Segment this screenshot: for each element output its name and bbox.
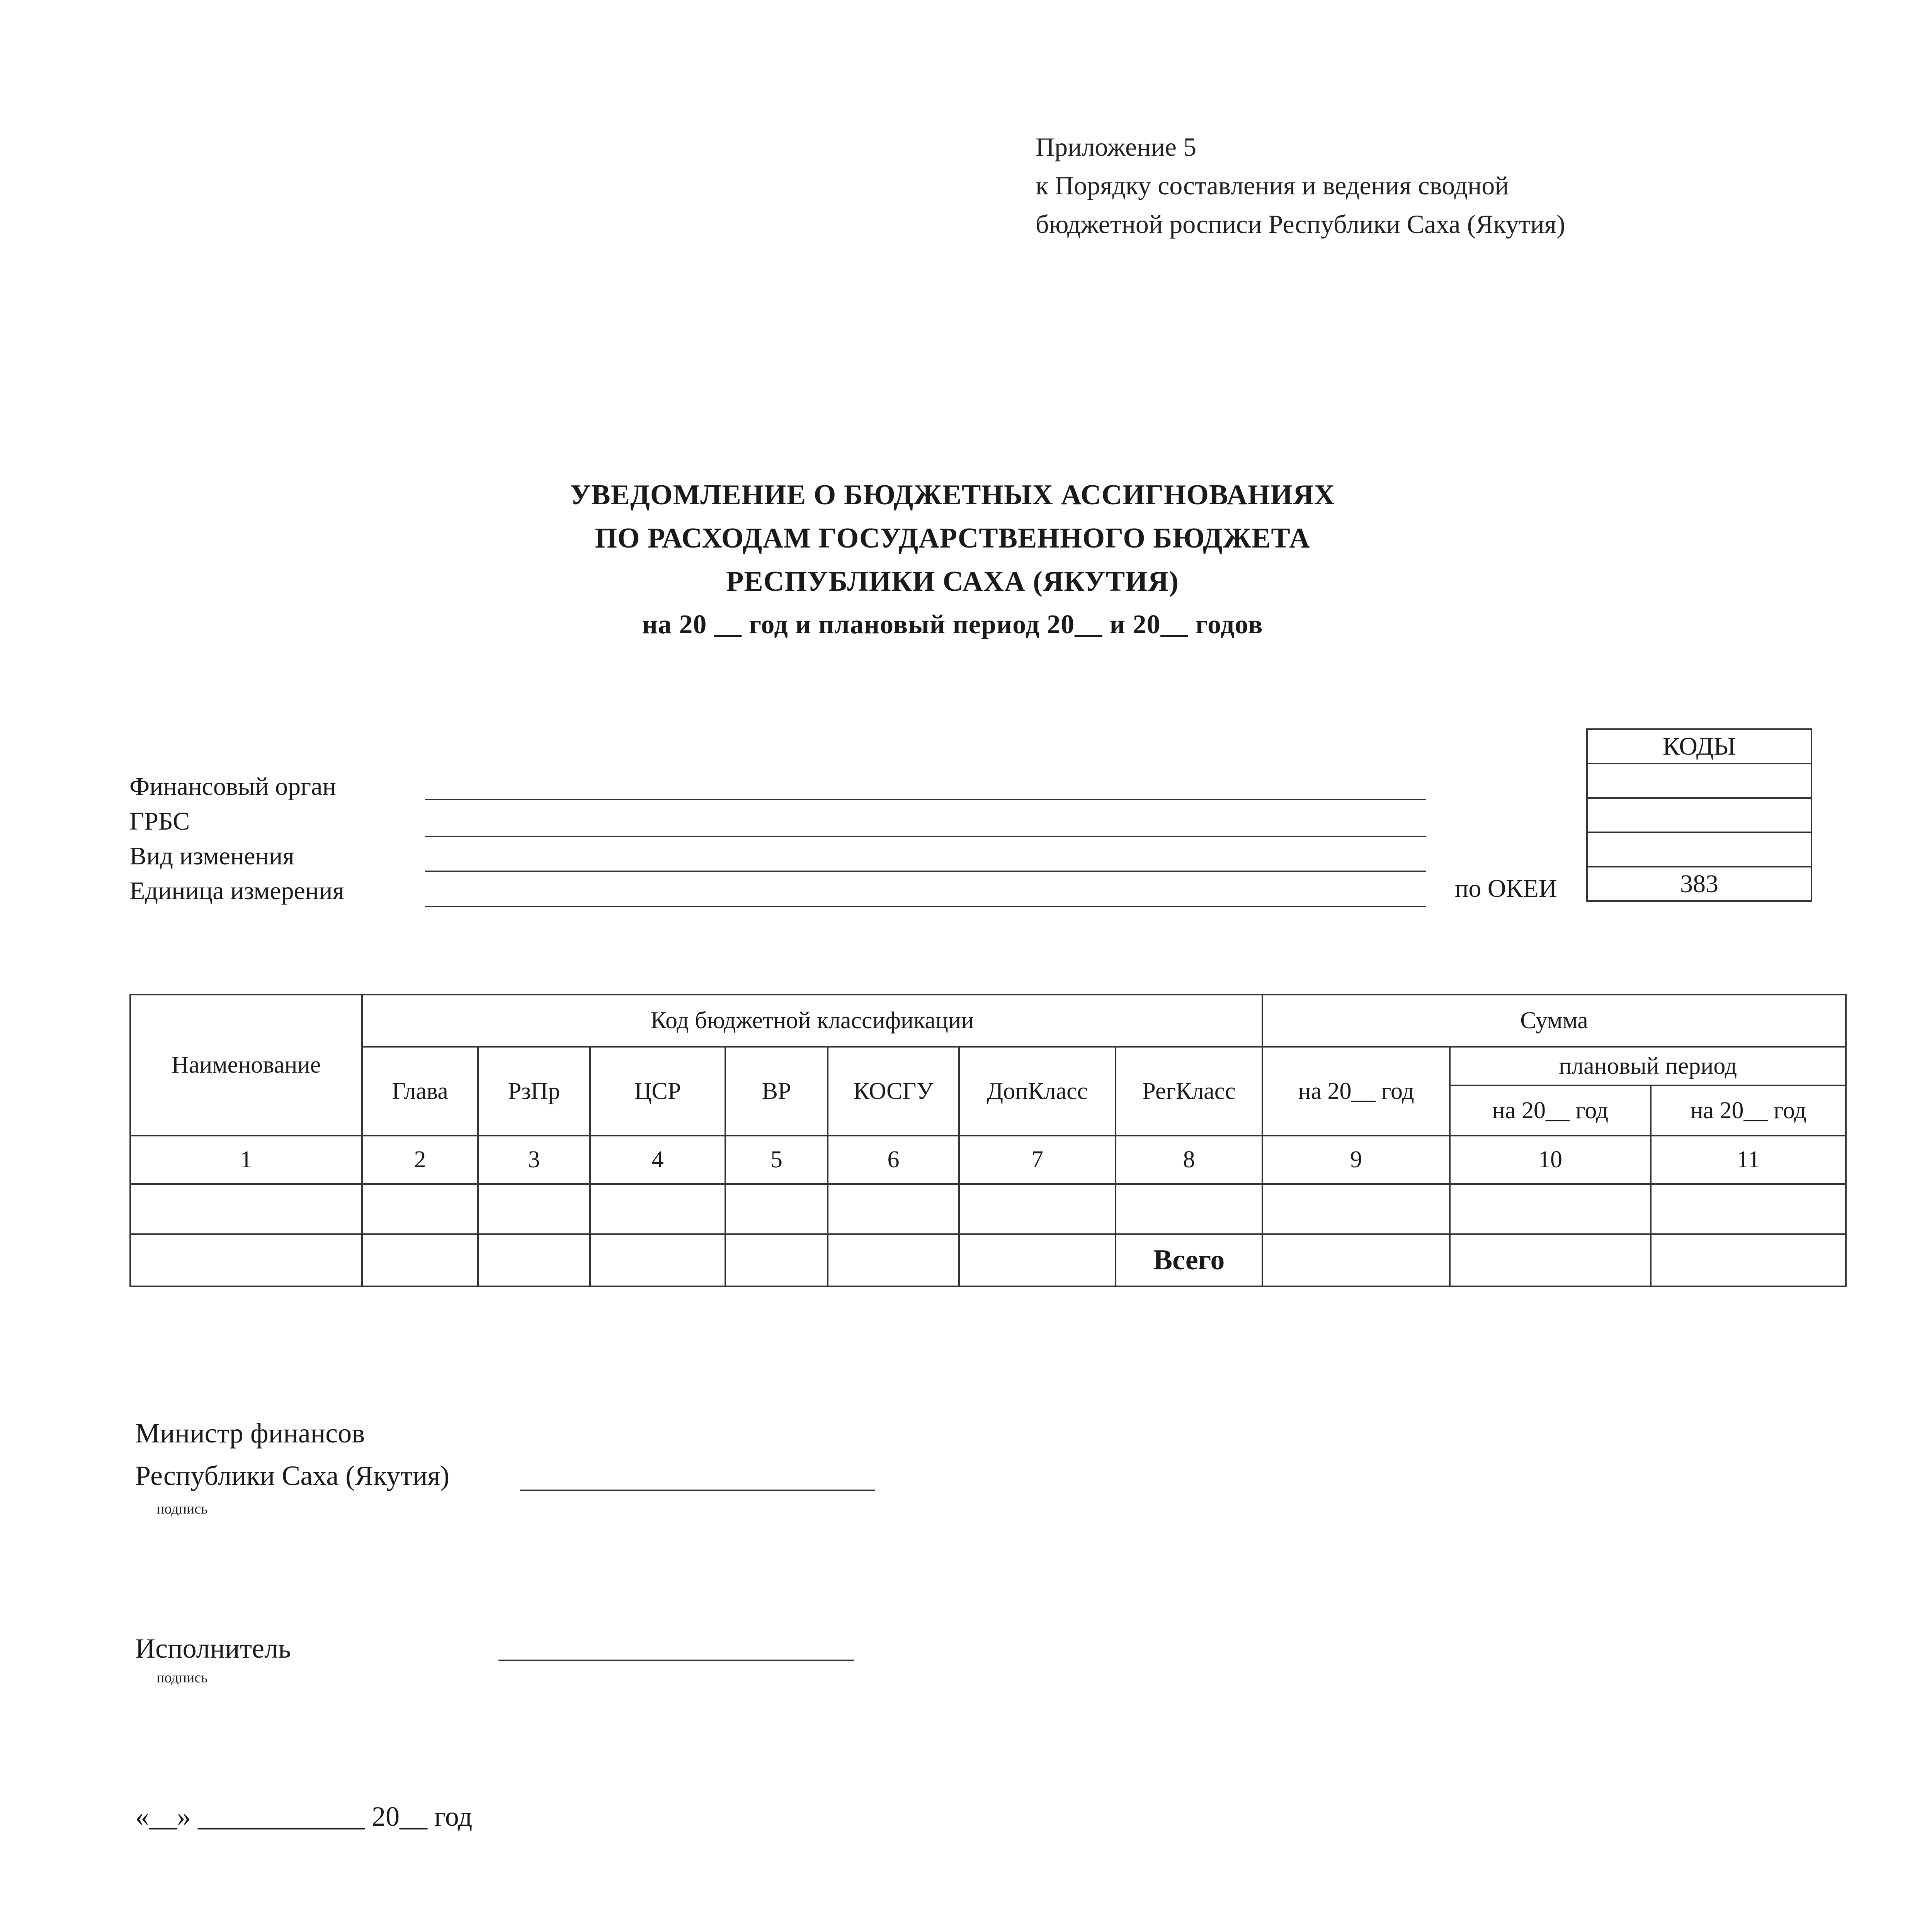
cell	[828, 1184, 959, 1234]
col-num-6: 6	[828, 1136, 959, 1184]
unit-line	[425, 906, 1426, 907]
grbs-line	[425, 836, 1426, 837]
total-year	[1262, 1234, 1450, 1286]
code-okei: 383	[1587, 867, 1811, 901]
column-numbers-row	[130, 1136, 1846, 1184]
code-change-type	[1587, 832, 1811, 867]
cell	[362, 1184, 478, 1234]
cell	[959, 1234, 1116, 1286]
header-name: Наименование	[130, 995, 362, 1136]
code-financial-body	[1587, 764, 1811, 798]
header-planned-year-1: на 20__ год	[1450, 1085, 1651, 1136]
total-planned-1	[1450, 1234, 1651, 1286]
header-classification: Код бюджетной классификации	[362, 995, 1262, 1047]
cell	[725, 1184, 828, 1234]
col-num-9: 9	[1262, 1136, 1450, 1184]
header-vr: ВР	[725, 1047, 828, 1136]
appendix-line-3: бюджетной росписи Республики Саха (Якутия)	[1036, 209, 1565, 239]
total-label: Всего	[1116, 1234, 1262, 1286]
codes-table	[1586, 728, 1812, 902]
cell	[1262, 1184, 1450, 1234]
cell	[590, 1234, 725, 1286]
cell	[959, 1184, 1116, 1234]
col-num-2: 2	[362, 1136, 478, 1184]
title-period: на 20 __ год и плановый период 20__ и 20__ годов	[642, 610, 1263, 639]
header-planned-year-2: на 20__ год	[1651, 1085, 1846, 1136]
minister-signature-line	[520, 1490, 875, 1491]
table-row	[130, 1184, 1846, 1234]
header-csr: ЦСР	[590, 1047, 725, 1136]
title-line-1: УВЕДОМЛЕНИЕ О БЮДЖЕТНЫХ АССИГНОВАНИЯХ	[570, 479, 1335, 511]
appendix-line-2: к Порядку составления и ведения сводной	[1036, 171, 1509, 200]
cell	[1450, 1184, 1651, 1234]
cell	[362, 1234, 478, 1286]
okei-label: по ОКЕИ	[1455, 874, 1557, 903]
col-num-5: 5	[725, 1136, 828, 1184]
col-num-11: 11	[1651, 1136, 1846, 1184]
header-glava: Глава	[362, 1047, 478, 1136]
executor-label: Исполнитель	[135, 1633, 291, 1664]
col-num-4: 4	[590, 1136, 725, 1184]
document-title	[0, 473, 1905, 646]
code-grbs	[1587, 798, 1811, 832]
header-year: на 20__ год	[1262, 1047, 1450, 1136]
financial-body-label: Финансовый орган	[129, 772, 336, 801]
change-type-label: Вид изменения	[129, 842, 294, 870]
cell	[725, 1234, 828, 1286]
grbs-label: ГРБС	[129, 807, 190, 835]
col-num-3: 3	[478, 1136, 590, 1184]
header-dopklass: ДопКласс	[959, 1047, 1116, 1136]
allocations-table	[129, 994, 1847, 1287]
executor-signature-caption: подпись	[156, 1670, 208, 1686]
cell	[590, 1184, 725, 1234]
header-sum: Сумма	[1262, 995, 1846, 1047]
cell	[478, 1184, 590, 1234]
minister-title-2: Республики Саха (Якутия)	[135, 1460, 450, 1491]
cell	[1116, 1184, 1262, 1234]
financial-body-line	[425, 799, 1426, 800]
change-type-line	[425, 871, 1426, 872]
header-regklass: РегКласс	[1116, 1047, 1262, 1136]
appendix-note	[1036, 128, 1565, 243]
cell	[478, 1234, 590, 1286]
col-num-8: 8	[1116, 1136, 1262, 1184]
date-line: «__» ____________ 20__ год	[135, 1801, 473, 1832]
col-num-7: 7	[959, 1136, 1116, 1184]
executor-signature-line	[498, 1660, 854, 1661]
col-num-10: 10	[1450, 1136, 1651, 1184]
header-planned-period: плановый период	[1450, 1047, 1846, 1085]
cell	[1651, 1184, 1846, 1234]
title-line-3: РЕСПУБЛИКИ САХА (ЯКУТИЯ)	[726, 566, 1179, 597]
cell	[828, 1234, 959, 1286]
cell	[130, 1184, 362, 1234]
header-kosgu: КОСГУ	[828, 1047, 959, 1136]
unit-label: Единица измерения	[129, 877, 344, 905]
col-num-1: 1	[130, 1136, 362, 1184]
minister-signature-caption: подпись	[156, 1501, 208, 1517]
cell	[130, 1234, 362, 1286]
appendix-line-1: Приложение 5	[1036, 132, 1196, 162]
title-line-2: ПО РАСХОДАМ ГОСУДАРСТВЕННОГО БЮДЖЕТА	[595, 522, 1310, 554]
header-rzpr: РзПр	[478, 1047, 590, 1136]
minister-title: Министр финансов	[135, 1418, 365, 1449]
codes-header: КОДЫ	[1587, 729, 1811, 764]
total-planned-2	[1651, 1234, 1846, 1286]
total-row	[130, 1234, 1846, 1286]
